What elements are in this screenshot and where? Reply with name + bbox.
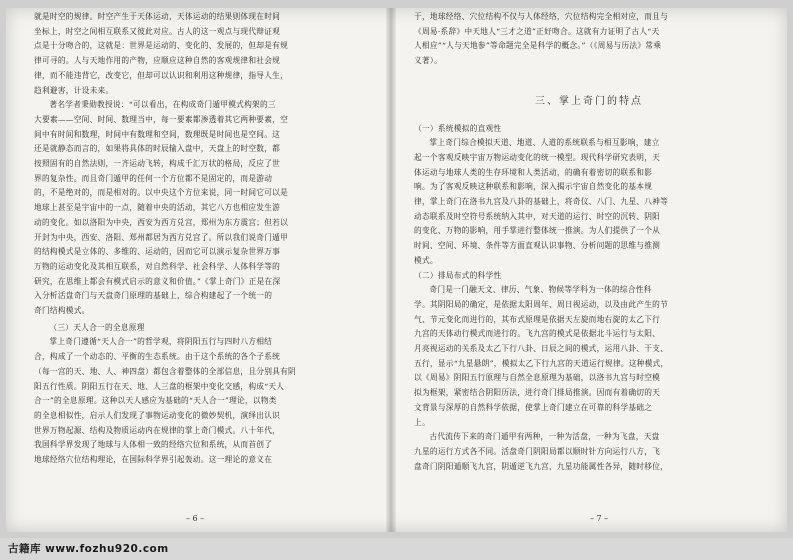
text-line: 模式。: [414, 255, 438, 265]
text-line: 掌上奇门综合模拟天道、地道、人道的系统联系与相互影响，建立: [429, 138, 660, 148]
right-page: [414, 10, 764, 474]
text-line: 合一”的全息原理。这种以天人感应为基础的“天人合一”理论，以物类: [34, 396, 277, 406]
text-line: 的结构模式是立体的、多维的、运动的，因而它可以演示复杂世界万事: [34, 247, 281, 257]
text-line: 坐标上，时空之间相互联系又彼此对应。古人的这一观点与现代辩证观: [34, 26, 281, 36]
text-line: 学。其阴阳局的确定，是依据太阳周年、周日视运动，以及由此产生的节: [414, 299, 669, 309]
text-line: 动态联系及时空符号系统纳入其中，对天道的运行、时空的沉转、阴阳: [414, 211, 661, 221]
text-line: 起一个客观反映宇宙万物运动变化的统一模型。现代科学研究表明，天: [414, 152, 661, 162]
text-line: 人相应”“人与天地参”等命题完全是科学的概念。”（《周易与历法》常乘: [414, 41, 662, 51]
text-line: 我国科学界发现了地球与人体相一致的经络穴位和系统，从而首创了: [34, 440, 273, 450]
text-line: 阳五行性质。阴阳五行在天、地、人三盘的框架中变化交感，构成“天人: [34, 381, 285, 391]
text-line: 律可寻的。人与天地作用的产物，应顺应这种自然的客观规律和社会规: [34, 56, 281, 66]
text-line: 上。: [414, 417, 430, 427]
text-line: 掌上奇门遵循“天人合一”的哲学观，将阴阳五行与四时八方相结: [49, 337, 273, 347]
text-line: 趋利避害，计设未来。: [34, 85, 114, 95]
text-line: 响。为了客观反映这种联系和影响，深入揭示宇宙自然变化的基本规: [414, 182, 653, 192]
section-title-3: （三）天人合一的全息原理: [49, 322, 145, 332]
site-watermark: 古籍库 www.fozhu920.com: [8, 543, 169, 555]
right-para-4: [414, 430, 764, 474]
left-para-3: [34, 335, 372, 467]
text-line: 气、节元变化而进行的，其布式原理是依据天左旋而地右旋的太乙下行: [414, 314, 661, 324]
text-line: 世界万物起源、结构及物质运动内在规律的掌上奇门模式。八十年代，: [34, 425, 281, 435]
left-para-2: [34, 98, 372, 319]
text-line: 就是时空的规律。时空产生于天体运动，天体运动的结果则体现在时间: [34, 12, 281, 21]
right-para-1: [414, 10, 764, 69]
text-line: 律，掌上奇门在洛书九宫及八卦的基础上，将奇仪、八门、九星、八神等: [414, 197, 669, 207]
text-line: 《周易·系辞》中天地人“三才之道”正好吻合。这就有力证明了古人“天: [414, 26, 660, 36]
text-line: 时间、空间、环境、条件等方面直观认识事物、分析问题的思维与推测: [414, 241, 661, 251]
text-line: 开封为中央，西安、洛阳、郑州都居为西方兑宫了。所以我们说奇门遁甲: [34, 232, 289, 242]
chapter-title: 三、掌上奇门的特点: [535, 95, 643, 107]
text-line: 界的复杂性。而且奇门遁甲的任何一个方位都不是固定的，而是游动: [34, 173, 273, 183]
text-line: 地球经络穴位结构理论，在国际科学界引起轰动。这一理论的意义在: [34, 455, 273, 465]
text-line: 盘奇门阴阳遁顺飞九宫，阴遁逆飞九宫，九星功能属性各异，随时移位，: [414, 461, 669, 471]
text-line: 文背景与深厚的自然科学依据，使掌上奇门建立在可靠的科学基础之: [414, 402, 653, 412]
left-page: [34, 10, 372, 468]
right-para-3: [414, 283, 764, 430]
left-para-1: [34, 10, 372, 98]
section-title-1: （一）系统模拟的直观性: [414, 123, 502, 133]
text-line: 动的变化。如以洛阳为中央，西安为西方兑宫，郑州为东方震宫；但若以: [34, 217, 289, 227]
section-title-2: （二）排局布式的科学性: [414, 270, 502, 280]
text-line: 九宫的天体动行模式而进行的。飞九宫的模式是依据北斗运行与太阳、: [414, 329, 661, 339]
right-page-number: – 7 –: [590, 514, 609, 523]
text-line: 著名学者秉勋教授说：“可以看出，在构成奇门遁甲模式构架的三: [49, 100, 276, 110]
text-line: 体运动与地球人类的生存环境和人类活动，的确有着密切的联系和影: [414, 167, 653, 177]
text-line: 的变化、万物的影响，用手掌进行整体统一推演。为人们提供了一个从: [414, 226, 661, 236]
text-line: 拟为框架，紧密结合阴阳历法，进行奇门排局推演。因而有着确切的天: [414, 388, 661, 398]
text-line: 按照固有的自然法则，一齐运动飞转，构成千汇万状的格局，反应了世: [34, 159, 281, 169]
text-line: 月亮视运动的关系及太乙下行八卦、日辰之间的模式，运用八卦、干支、: [414, 344, 669, 354]
text-line: 义著）。: [414, 56, 442, 66]
text-line: 奇门是一门融天文、律历、气象、物候等学科为一体的综合性科: [429, 285, 652, 295]
text-line: 间中有时间和数理，时间中有数理和空间，数理既是时间也是空间。这: [34, 129, 281, 139]
text-line: 奇门结构模式。: [34, 306, 90, 316]
text-line: 点是十分吻合的，这就是：世界是运动的、变化的、发展的，但却是有规: [34, 41, 289, 51]
text-line: 万物的运动变化及其相互联系，对自然科学、社会科学、人体科学等的: [34, 261, 281, 271]
left-page-number: – 6 –: [186, 514, 205, 523]
text-line: 的全息相似性，启示人们发现了事物运动变化的微妙契机，演绎出认识: [34, 410, 281, 420]
text-line: 九星的运行方式各不同。活盘奇门阴阳局都以顺时针方向运行八方，飞: [414, 446, 661, 456]
text-line: 于，地球经络、穴位结构不仅与人体经络，穴位结构完全相对应，而且与: [414, 12, 669, 21]
text-line: 还是就静态而言的，如果将具体的时辰输入盘中，天盘上的时空数，都: [34, 144, 281, 154]
text-line: 古代流传下来的奇门遁甲有两种，一种为活盘，一种为飞盘，天盘: [429, 432, 660, 442]
text-line: 入分析活盘奇门与天盘奇门原理的基础上，综合构建起了一个统一的: [34, 291, 273, 301]
text-line: 地球上甚至是宇宙中的一点，随着中央的活动，其它八方也相应发生游: [34, 203, 281, 213]
right-para-2: [414, 136, 764, 268]
book-gutter: [386, 8, 396, 532]
text-line: 合，构成了一个动态的、平衡的生态系统。由于这个系统的各个子系统: [34, 352, 281, 362]
text-line: 律，而不能违背它，改变它，但却可以认识和利用这种规律，指导人生，: [34, 70, 289, 80]
text-line: （每一宫的天、地、人、神四盘）都包含着整体的全部信息，且分别具有阴: [34, 366, 296, 376]
text-line: 的，不是绝对的，而是相对的。以中央这个方位来说，同一时间它可以是: [34, 188, 289, 198]
text-line: 研究，在思维上都会有模式启示的意义和价值。”《掌上奇门》正是在深: [34, 276, 281, 286]
text-line: 以《周易》阴阳五行原理与自然全息原理为基础，以洛书九宫与时空模: [414, 373, 661, 383]
text-line: 五行，显示“九星悬朗”，模拟太乙下行九宫的天道运行规律。这种模式，: [414, 358, 669, 368]
text-line: 大要素——空间、时间、数理当中，每一要素都渗透着其它两种要素，空: [34, 114, 289, 124]
